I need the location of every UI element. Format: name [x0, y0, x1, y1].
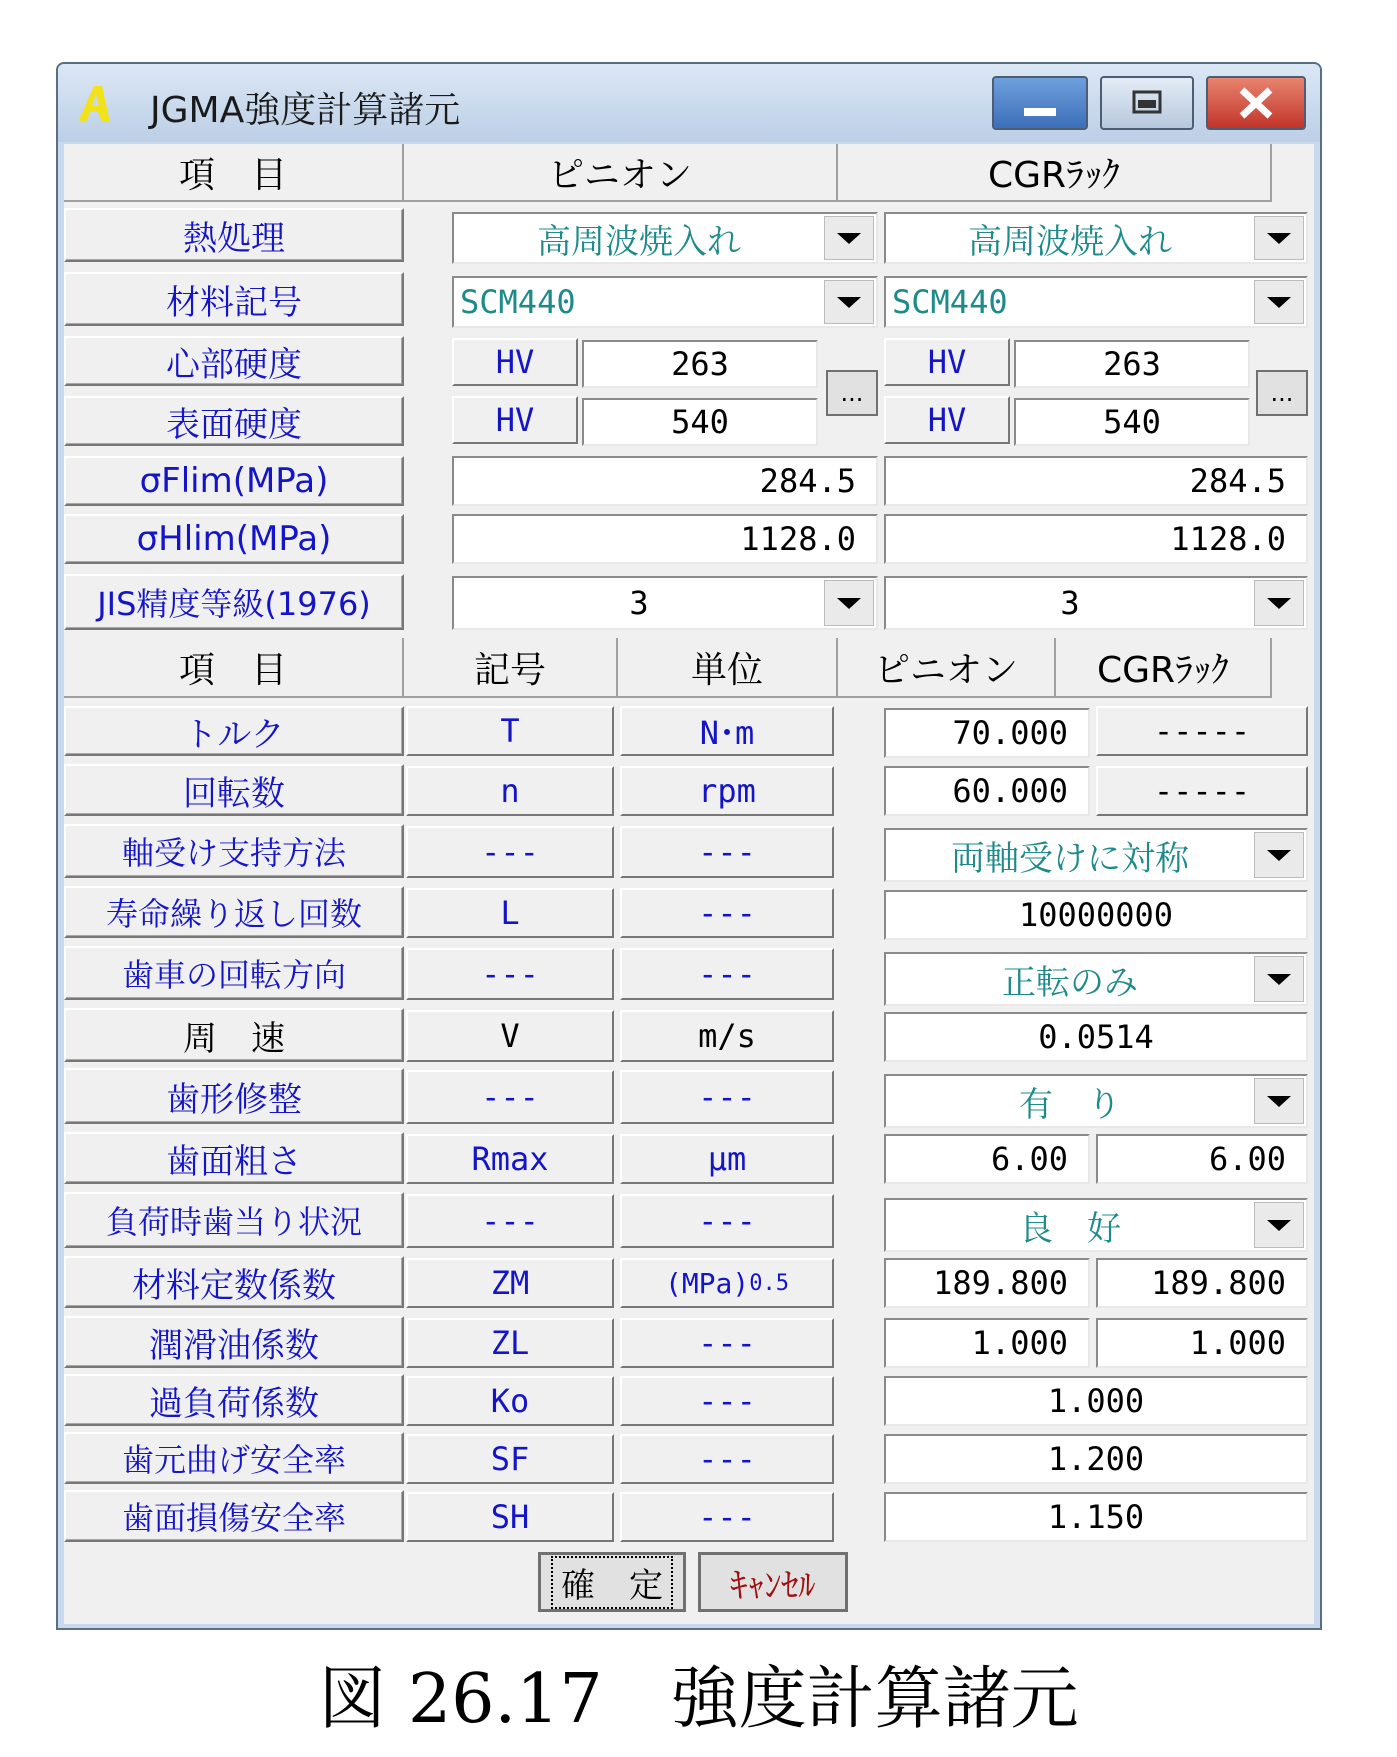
label-rotation-direction: 歯車の回転方向	[64, 946, 404, 1000]
dropdown-arrow-icon[interactable]	[824, 580, 874, 626]
bearing-support-select[interactable]	[884, 828, 1308, 882]
torque-symbol: T	[406, 706, 614, 756]
header2-pinion: ピニオン	[838, 638, 1056, 698]
jis-grade-pinion-select[interactable]	[452, 576, 878, 630]
jis-grade-pinion-value: 3	[629, 584, 649, 622]
dropdown-arrow-icon[interactable]	[824, 216, 874, 260]
rotation-direction-select[interactable]	[884, 952, 1308, 1006]
rotation-speed-unit: rpm	[620, 766, 834, 816]
life-cycles-symbol: L	[406, 888, 614, 938]
dropdown-arrow-icon[interactable]	[824, 280, 874, 324]
sigma-hlim-rack-input[interactable]: 1128.0	[884, 514, 1308, 564]
overload-factor-unit: ---	[620, 1376, 834, 1426]
sigma-flim-rack-input[interactable]: 284.5	[884, 456, 1308, 506]
profile-modification-select[interactable]	[884, 1074, 1308, 1128]
label-life-cycles: 寿命繰り返し回数	[64, 886, 404, 938]
label-sigma-flim: σFlim(MPa)	[64, 456, 404, 506]
dropdown-arrow-icon[interactable]	[1254, 216, 1304, 260]
heat-treatment-pinion-value: 高周波焼入れ	[537, 221, 741, 262]
overload-factor-symbol: Ko	[406, 1376, 614, 1426]
material-pinion-value: SCM440	[460, 283, 576, 321]
material-constant-rack-input[interactable]: 189.800	[1096, 1258, 1308, 1308]
label-surface-roughness: 歯面粗さ	[64, 1132, 404, 1184]
header-pinion: ピニオン	[404, 144, 838, 202]
app-logo-icon	[74, 82, 118, 126]
bending-safety-factor-symbol: SF	[406, 1434, 614, 1484]
jis-grade-rack-value: 3	[1060, 584, 1080, 622]
header2-symbol: 記号	[404, 638, 618, 698]
bending-safety-factor-input[interactable]: 1.200	[884, 1434, 1308, 1484]
label-heat-treatment: 熱処理	[64, 208, 404, 262]
lubricant-factor-unit: ---	[620, 1318, 834, 1368]
dropdown-arrow-icon[interactable]	[1254, 956, 1304, 1002]
label-torque: トルク	[64, 706, 404, 756]
dialog-window	[56, 62, 1322, 1630]
jis-grade-rack-select[interactable]	[884, 576, 1308, 630]
header2-unit: 単位	[618, 638, 838, 698]
lubricant-factor-symbol: ZL	[406, 1318, 614, 1368]
torque-rack-value: -----	[1096, 706, 1308, 756]
minimize-button[interactable]	[992, 76, 1088, 130]
rotation-speed-pinion-input[interactable]: 60.000	[884, 766, 1090, 816]
label-bending-safety-factor: 歯元曲げ安全率	[64, 1432, 404, 1484]
life-cycles-unit: ---	[620, 888, 834, 938]
dropdown-arrow-icon[interactable]	[1254, 832, 1304, 878]
bearing-support-symbol: ---	[406, 826, 614, 878]
rotation-direction-value: 正転のみ	[1002, 962, 1138, 1003]
peripheral-speed-unit: m/s	[620, 1010, 834, 1062]
surface-roughness-symbol: Rmax	[406, 1134, 614, 1184]
surface-roughness-unit: μm	[620, 1134, 834, 1184]
surface-safety-factor-input[interactable]: 1.150	[884, 1492, 1308, 1542]
header2-rack: CGRﾗｯｸ	[1056, 638, 1272, 698]
ok-button[interactable]	[538, 1552, 686, 1612]
surface-hardness-rack-input[interactable]: 540	[1014, 398, 1250, 446]
label-material: 材料記号	[64, 272, 404, 326]
contact-condition-select[interactable]	[884, 1198, 1308, 1252]
ok-button-label: 確 定	[551, 1556, 673, 1609]
rotation-speed-symbol: n	[406, 766, 614, 816]
rotation-direction-unit: ---	[620, 948, 834, 1000]
bearing-support-value: 両軸受けに対称	[951, 838, 1189, 879]
lubricant-factor-rack-input[interactable]: 1.000	[1096, 1318, 1308, 1368]
material-constant-unit-base: (MPa)	[664, 1266, 750, 1300]
surface-safety-factor-unit: ---	[620, 1492, 834, 1542]
material-constant-unit-exponent: 0.5	[749, 1270, 790, 1296]
material-rack-select[interactable]	[884, 276, 1308, 328]
cancel-button[interactable]: ｷｬﾝｾﾙ	[698, 1552, 848, 1612]
dropdown-arrow-icon[interactable]	[1254, 1078, 1304, 1124]
core-hardness-pinion-input[interactable]: 263	[582, 340, 818, 388]
label-rotation-speed: 回転数	[64, 764, 404, 816]
lubricant-factor-pinion-input[interactable]: 1.000	[884, 1318, 1090, 1368]
bending-safety-factor-unit: ---	[620, 1434, 834, 1484]
dialog-client	[64, 144, 1314, 1624]
title-bar	[58, 64, 1320, 142]
surface-roughness-rack-input[interactable]: 6.00	[1096, 1134, 1308, 1184]
torque-unit: N･m	[620, 706, 834, 756]
surface-hardness-rack-unit: HV	[884, 396, 1010, 444]
header-item: 項 目	[64, 144, 404, 202]
heat-treatment-rack-value: 高周波焼入れ	[968, 221, 1172, 262]
close-icon	[1208, 78, 1304, 128]
pinion-hardness-browse-button[interactable]: ...	[826, 370, 878, 416]
label-surface-safety-factor: 歯面損傷安全率	[64, 1490, 404, 1542]
sigma-flim-pinion-input[interactable]: 284.5	[452, 456, 878, 506]
surface-hardness-pinion-unit: HV	[452, 396, 578, 444]
profile-modification-unit: ---	[620, 1070, 834, 1124]
maximize-button[interactable]	[1100, 76, 1194, 130]
header-rack: CGRﾗｯｸ	[838, 144, 1272, 202]
contact-condition-symbol: ---	[406, 1194, 614, 1248]
material-constant-unit	[620, 1258, 834, 1308]
surface-hardness-pinion-input[interactable]: 540	[582, 398, 818, 446]
label-sigma-hlim: σHlim(MPa)	[64, 514, 404, 564]
sigma-hlim-pinion-input[interactable]: 1128.0	[452, 514, 878, 564]
surface-safety-factor-symbol: SH	[406, 1492, 614, 1542]
rotation-speed-rack-value: -----	[1096, 766, 1308, 816]
profile-modification-value: 有 り	[1019, 1084, 1121, 1125]
contact-condition-unit: ---	[620, 1194, 834, 1248]
dropdown-arrow-icon[interactable]	[1254, 280, 1304, 324]
material-constant-symbol: ZM	[406, 1258, 614, 1308]
heat-treatment-rack-select[interactable]	[884, 212, 1308, 264]
rack-hardness-browse-button[interactable]: ...	[1256, 370, 1308, 416]
surface-roughness-pinion-input[interactable]: 6.00	[884, 1134, 1090, 1184]
label-surface-hardness: 表面硬度	[64, 396, 404, 446]
material-pinion-select[interactable]	[452, 276, 878, 328]
figure-caption: 図 26.17 強度計算諸元	[318, 1660, 1079, 1739]
core-hardness-pinion-unit: HV	[452, 338, 578, 386]
profile-modification-symbol: ---	[406, 1070, 614, 1124]
dropdown-arrow-icon[interactable]	[1254, 580, 1304, 626]
core-hardness-rack-input[interactable]: 263	[1014, 340, 1250, 388]
dropdown-arrow-icon[interactable]	[1254, 1202, 1304, 1248]
close-button[interactable]	[1206, 76, 1306, 130]
peripheral-speed-symbol: V	[406, 1010, 614, 1062]
maximize-icon	[1102, 78, 1192, 128]
overload-factor-input[interactable]: 1.000	[884, 1376, 1308, 1426]
label-bearing-support: 軸受け支持方法	[64, 824, 404, 878]
material-rack-value: SCM440	[892, 283, 1008, 321]
label-core-hardness: 心部硬度	[64, 336, 404, 386]
window-title: JGMA強度計算諸元	[150, 90, 461, 131]
life-cycles-input[interactable]: 10000000	[884, 890, 1308, 940]
contact-condition-value: 良 好	[1019, 1208, 1121, 1249]
bearing-support-unit: ---	[620, 826, 834, 878]
label-contact-condition: 負荷時歯当り状況	[64, 1192, 404, 1248]
minimize-icon	[994, 78, 1086, 128]
label-overload-factor: 過負荷係数	[64, 1374, 404, 1426]
label-peripheral-speed: 周 速	[64, 1008, 404, 1062]
heat-treatment-pinion-select[interactable]	[452, 212, 878, 264]
label-profile-modification: 歯形修整	[64, 1068, 404, 1124]
label-jis-grade: JIS精度等級(1976)	[64, 574, 404, 630]
peripheral-speed-value: 0.0514	[884, 1012, 1308, 1062]
label-material-constant: 材料定数係数	[64, 1256, 404, 1308]
label-lubricant-factor: 潤滑油係数	[64, 1316, 404, 1368]
rotation-direction-symbol: ---	[406, 948, 614, 1000]
torque-pinion-input[interactable]: 70.000	[884, 708, 1090, 758]
header2-item: 項 目	[64, 638, 404, 698]
material-constant-pinion-input[interactable]: 189.800	[884, 1258, 1090, 1308]
core-hardness-rack-unit: HV	[884, 338, 1010, 386]
